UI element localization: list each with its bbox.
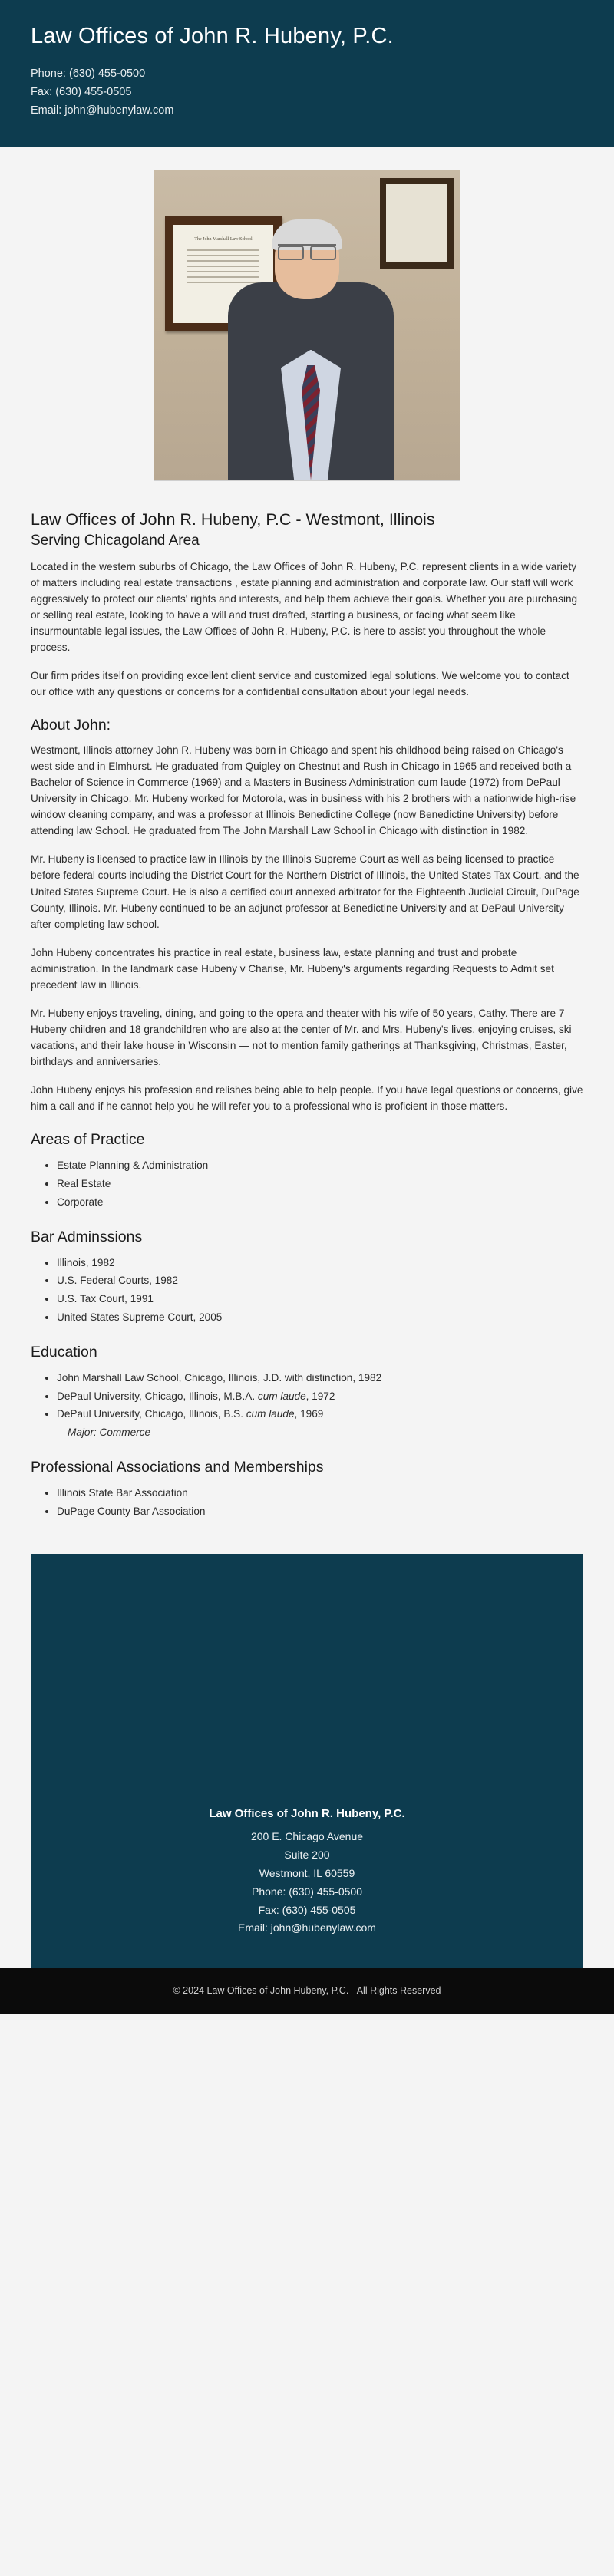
list-item: • DePaul University, Chicago, Illinois, M.B.A. cum laude, 1972 (57, 1387, 583, 1406)
about-paragraph-5: John Hubeny enjoys his profession and relishes being able to help people. If you have legal questions or concerns, give him a call and if he cannot help you he will refer you to a professional who is proficient in those matters. (31, 1084, 583, 1113)
copyright-bar: © 2024 Law Offices of John Hubeny, P.C. - All Rights Reserved (0, 1968, 614, 2014)
photo-glasses (278, 244, 336, 256)
header-fax: Fax: (630) 455-0505 (31, 85, 132, 98)
footer-contact-block (31, 1554, 583, 1968)
footer-fax: Fax: (630) 455-0505 (258, 1903, 356, 1916)
diploma-lines (187, 249, 259, 283)
main-subheading: Serving Chicagoland Area (31, 532, 200, 549)
list-item: • Real Estate (57, 1175, 583, 1193)
about-paragraph-4: Mr. Hubeny enjoys traveling, dining, and going to the opera and theater with his wife of 50 years, Cathy. There are 7 Hubeny children and 18 grandchildren who are also at the center of Mr. and Mrs. Hubeny's lives, enjoying cruises, ski vacations, and their lake house in Wisconsin — not to mention family gatherings at Thanksgiving, Christmas, Easter, birthdays and anniversaries. (31, 1007, 572, 1068)
site-header (0, 0, 614, 147)
about-paragraph-3: John Hubeny concentrates his practice in real estate, business law, estate planning and trust and probate administration. In the landmark case Hubeny v Charise, Mr. Hubeny's arguments regarding Requests to Admit set precedent law in Illinois. (31, 946, 554, 991)
list-item: • Corporate (57, 1193, 583, 1212)
about-paragraph-2: Mr. Hubeny is licensed to practice law in Illinois by the Illinois Supreme Court as well as being licensed to practice before federal courts including the District Court for the Northern District of Illinois, the United States Tax Court, and the United States Supreme Court. He is also a certified court annexed arbitrator for the Eighteenth Judicial Circuit, DuPage County, Illinois. Mr. Hubeny continued to be an adjunct professor at Benedictine University and at DePaul University after completing law school. (31, 853, 579, 930)
page-title: Law Offices of John R. Hubeny, P.C. (31, 24, 394, 48)
associations-list (31, 1484, 583, 1521)
associations-heading: Professional Associations and Memberships (31, 1458, 324, 1476)
framed-certificate-secondary (380, 178, 454, 269)
bar-heading: Bar Adminssions (31, 1228, 143, 1245)
footer-address-line-2: Suite 200 (284, 1849, 330, 1862)
about-heading: About John: (31, 717, 111, 734)
header-phone: Phone: (630) 455-0500 (31, 67, 146, 80)
education-heading: Education (31, 1343, 97, 1361)
list-item: • DePaul University, Chicago, Illinois, B.S. cum laude, 1969 Major: Commerce (57, 1405, 583, 1442)
list-item: • U.S. Tax Court, 1991 (57, 1290, 583, 1308)
header-email[interactable]: Email: john@hubenylaw.com (31, 104, 174, 117)
about-paragraph-1: Westmont, Illinois attorney John R. Hubeny was born in Chicago and spent his childhood being raised on Chicago's west side and in Elmhurst. He graduated from Quigley on Chestnut and Rush in Chicago in 1965 and received both a Bachelor of Science in Commerce (1969) and a Masters in Business Administration cum laude (1972) from DePaul University in Chicago. Mr. Hubeny worked for Motorola, was in business with his 2 brothers with a nationwide high-rise window cleaning company, and was a professor at Illinois Benedictine College (now Benedictine University) before attending law School. He graduated from The John Marshall Law School in Chicago with distinction in 1982. (31, 744, 576, 837)
education-major-note: Major: Commerce (68, 1427, 151, 1439)
list-item: • Estate Planning & Administration (57, 1156, 583, 1175)
practice-list (31, 1156, 583, 1211)
education-list (31, 1369, 583, 1442)
content-wrapper (0, 147, 614, 1533)
footer-phone: Phone: (630) 455-0500 (252, 1885, 362, 1898)
practice-heading: Areas of Practice (31, 1131, 145, 1149)
bar-list (31, 1254, 583, 1327)
intro-paragraph-1: Located in the western suburbs of Chicago, the Law Offices of John R. Hubeny, P.C. represent clients in a wide variety of matters including real estate transactions , estate planning and administration and corporate law. Our staff will work aggressively to protect our clients' rights and interests, and help them achieve their goals. Whether you are purchasing or selling real estate, looking to have a will and trust drafted, starting a business, or facing what seem like insurmountable legal issues, the Law Offices of John R. Hubeny, P.C. is here to assist you throughout the whole process. (31, 560, 578, 653)
list-item: • U.S. Federal Courts, 1982 (57, 1272, 583, 1290)
photo-suit (228, 282, 394, 480)
portrait-container (31, 147, 583, 505)
list-item: • John Marshall Law School, Chicago, Illinois, J.D. with distinction, 1982 (57, 1369, 583, 1387)
list-item: • Illinois, 1982 (57, 1254, 583, 1272)
footer-firm-name: Law Offices of John R. Hubeny, P.C. (209, 1807, 405, 1821)
footer-address-line-1: 200 E. Chicago Avenue (250, 1830, 364, 1843)
list-item: • United States Supreme Court, 2005 (57, 1308, 583, 1327)
attorney-portrait-image (154, 170, 460, 481)
intro-paragraph-2: Our firm prides itself on providing excellent client service and customized legal solutions. We welcome you to contact our office with any questions or concerns for a confidential consultation about your legal needs. (31, 669, 569, 698)
footer-address-line-3: Westmont, IL 60559 (259, 1867, 355, 1879)
list-item: • DuPage County Bar Association (57, 1502, 583, 1521)
diploma-title-text: The John Marshall Law School (194, 236, 253, 242)
footer-email[interactable]: Email: john@hubenylaw.com (238, 1921, 376, 1934)
list-item: • Illinois State Bar Association (57, 1484, 583, 1502)
content-inner (31, 147, 583, 1533)
main-heading: Law Offices of John R. Hubeny, P.C - Westmont, Illinois (31, 510, 435, 529)
